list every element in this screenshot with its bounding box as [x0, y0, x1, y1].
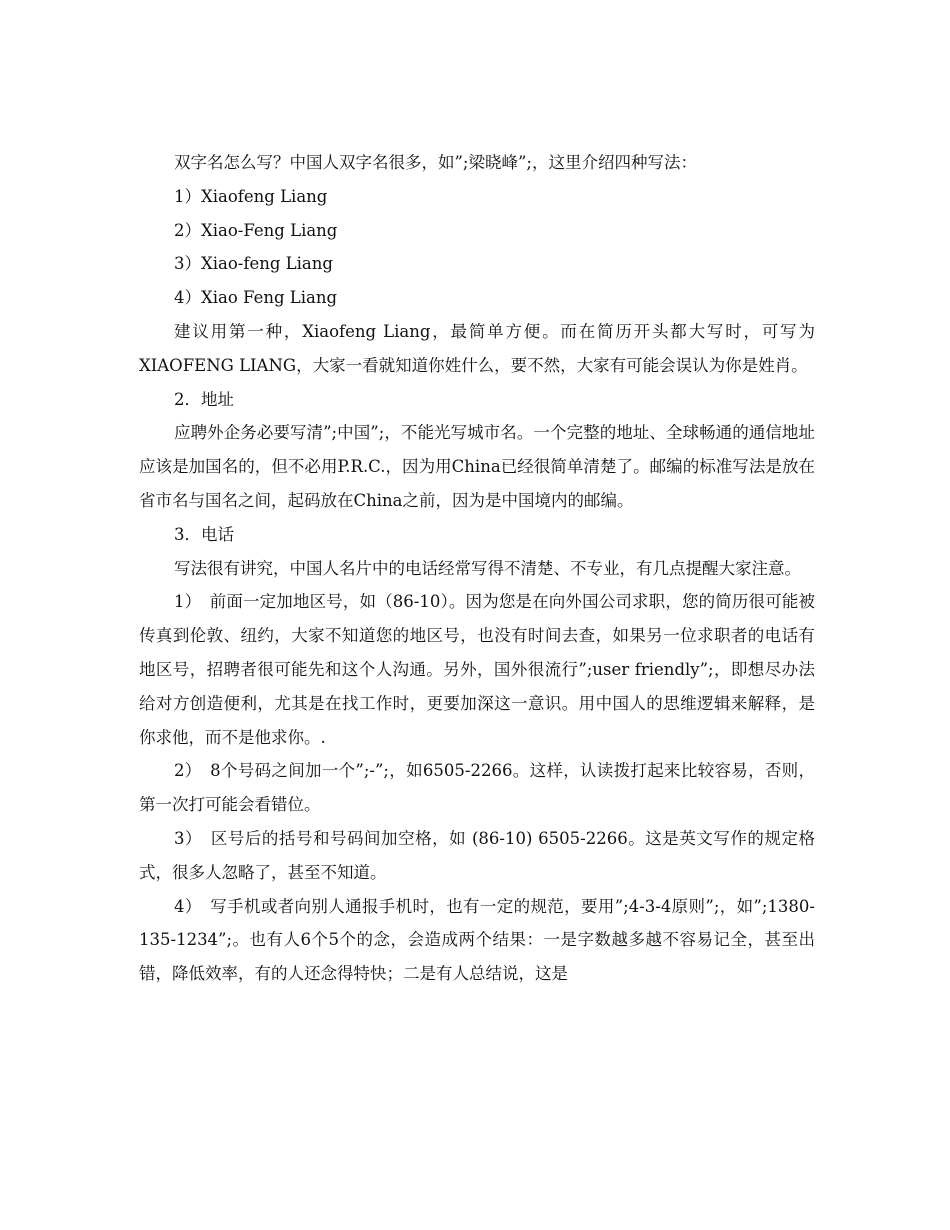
- section-heading-phone: 3．电话: [174, 524, 234, 544]
- paragraph-phone-intro: 写法很有讲究，中国人名片中的电话经常写得不清楚、不专业，有几点提醒大家注意。: [174, 558, 801, 578]
- list-item-format-3: 3）Xiao-feng Liang: [174, 254, 333, 274]
- paragraph-recommendation: 建议用第一种，Xiaofeng Liang，最简单方便。而在简历开头都大写时，可写为XIAOFENG LIANG，大家一看就知道你姓什么，要不然，大家有可能会误认为你是姓肖。: [139, 321, 815, 375]
- paragraph-phone-tip-4: 4） 写手机或者向别人通报手机时，也有一定的规范，要用”;4-3-4原则”;，如”;1380-135-1234”;。也有人6个5个的念，会造成两个结果：一是字数越多越不容易记全，甚至出错，降低效率，有的人还念得特快；二是有人总结说，这是: [139, 896, 815, 984]
- list-item-format-4: 4）Xiao Feng Liang: [174, 288, 338, 308]
- paragraph-phone-tip-1: 1） 前面一定加地区号，如（86-10）。因为您是在向外国公司求职，您的简历很可能被传真到伦敦、纽约，大家不知道您的地区号，也没有时间去查，如果另一位求职者的电话有地区号，招聘者很可能先和这个人沟通。另外，国外很流行”;user friendly”;，即想尽办法给对方创造便利，尤其是在找工作时，更要加深这一意识。用中国人的思维逻辑来解释，是你求他，而不是他求你。.: [139, 592, 815, 747]
- document-body: [139, 146, 815, 991]
- paragraph-address: 应聘外企务必要写清”;中国”;，不能光写城市名。一个完整的地址、全球畅通的通信地址应该是加国名的，但不必用P.R.C.，因为用China已经很简单清楚了。邮编的标准写法是放在省市名与国名之间，起码放在China之前，因为是中国境内的邮编。: [139, 423, 815, 510]
- list-item-format-2: 2）Xiao-Feng Liang: [174, 220, 338, 240]
- paragraph-phone-tip-3: 3） 区号后的括号和号码间加空格，如 (86-10) 6505-2266。这是英文写作的规定格式，很多人忽略了，甚至不知道。: [139, 828, 815, 882]
- section-heading-address: 2．地址: [174, 389, 234, 409]
- list-item-format-1: 1）Xiaofeng Liang: [174, 186, 328, 206]
- paragraph-double-name-intro: 双字名怎么写？中国人双字名很多，如”;梁晓峰”;，这里介绍四种写法：: [174, 153, 697, 172]
- paragraph-phone-tip-2: 2） 8个号码之间加一个”;-”;，如6505-2266。这样，认读拨打起来比较容易，否则，第一次打可能会看错位。: [139, 761, 815, 815]
